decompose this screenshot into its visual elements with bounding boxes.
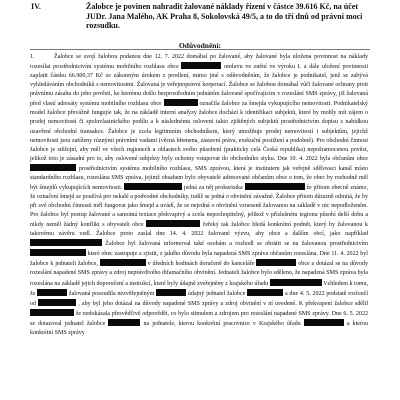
text-segment: a kterou konkrétní SMS zprávy xyxy=(30,320,369,336)
redaction-bar xyxy=(164,99,198,106)
verdict-number: IV. xyxy=(31,2,41,11)
verdict-text: Žalobce je povinen nahradit žalované náklady řízení v částce 39.616 Kč, na účet JUDr. Jana Malého, AK Praha 8, Sokolovská 49/5, a to do tří dnů od právní moci rozsudku. xyxy=(86,2,363,31)
text-segment: žalovaná posoudila nezvěřejněným xyxy=(68,290,155,297)
redaction-bar xyxy=(38,299,76,306)
redaction-bar xyxy=(304,319,344,326)
text-segment: Vzhledem k tomu, že xyxy=(30,280,368,297)
paragraph-text xyxy=(30,53,368,338)
paragraph-number: 1. xyxy=(30,54,35,60)
text-segment: čeřeký tak žalobce hledá konkrétní podnět, který by žalovanou k takovému závěru vedl. Žalobce proto zaslal dne 14. 4. 2022 žalované výzvu, aby obce a dalším obcí, jako například xyxy=(30,222,368,238)
heading-divider xyxy=(30,49,370,50)
redaction-bar xyxy=(37,289,67,296)
text-segment: , aby byl jeho dotázal na důvody napadené SMS zprávy a zdroj obvinění v ní uvedené. K překvapení žalobce sdělil xyxy=(78,300,369,307)
redaction-bar xyxy=(30,164,76,171)
redaction-bar xyxy=(247,289,283,296)
redaction-bar xyxy=(30,239,102,246)
section-heading: Odůvodnění: xyxy=(178,41,222,50)
redaction-bar xyxy=(146,220,200,227)
text-segment: obce a dotázal se na důvody rozeslání napadené SMS zprávy a zdroj neprávdivého difamačního obvinění. Jednateli žalobce bylo sděleno, že napadená SMS zpráva byla rozeslána na základě jejich doporučení a instrukcí, které byly údajně zveřejněny z krajského úřadu xyxy=(30,261,368,287)
reasoning-body xyxy=(30,53,368,338)
text-segment: že nedokázala přesvědčivě odpovědět, co bylo stimulem a zdrojem pro rozeslání napadené SMS zprávy. Dne 6. 5. 2022 se dotazoval jednatel žalobce xyxy=(30,310,368,327)
text-segment: Žalobce byl žalovaná informoval také osobám a rozhodl se obrátit se na žalovanou prostřednictvím xyxy=(105,241,368,248)
text-segment: Žalobce se svojí žalobou podanou dne 12. 7. 2022 domáhal po žalované, aby žalované byla uložena povinnost na náklady rozesílat prostřednictvím systému mobilního rozhlasu obce xyxy=(30,54,368,71)
redaction-bar xyxy=(124,183,182,190)
redaction-bar xyxy=(270,279,322,286)
redaction-bar xyxy=(156,289,186,296)
text-segment: jedná za něj prokuristka xyxy=(183,184,243,191)
redaction-bar xyxy=(245,183,305,190)
text-segment: v úředních hodinách doručeně do kanceláře xyxy=(147,261,255,268)
text-segment: omluvu ve znění ve výroku I. a dále uložení povinnosti zaplatit částku 66.900,37 Kč ze zákonným úrokem z prodlení, mimo jiné s odůvodněním, že žalobce je podnikatel, jenž se zabývá vyhledáváním obchodníků s nemovitostmi. Žalovaná je veřejnoprávní korporací. Žalobce se žalobou domáhal vůči žalované ochrany proti právnímu zásahu do jeho pověsti, ke kterému došlo bezprostředním jednáním žalované spočívajícím v rozeslání SMS zprávy, již žalovaná před vlastí adresáty systému mobilního rozhlasu obce xyxy=(30,64,368,108)
redaction-bar xyxy=(181,62,221,69)
text-segment: prostřednictvím systému mobilního rozhlasu, SMS zprávou, která je institutem jak veřejně sdělovaci kanál místo standardního rozhlasu, rozeslána SMS zpráva, jejímž obsahem bylo obyvatelé adresované občanům obce o tom, že obec by rozhodně měl být šmejdů vykupujících nemovitosti. xyxy=(30,165,368,191)
redaction-bar xyxy=(30,309,74,316)
text-segment: označila žalobce za šmejda vykupujícího nemovitosti. Podnikatelský model žalobce převážně fungujíe tak, že na základě interní analýzy žalobce dochází k identifikaci subjektů, které by mohly mít zájem o prodej nemovitostí či spoluvlastnického podílu a k následnému oslovení takto zjištěných subjektů prostřednictvím dopisu s nabídkou uzavření obchodní transakce. Žalobce je zcela legitimním obchodníkem, který umožňuje prodej nemovitostí i subjektům, jejichž nemovitosti jsou zatíženy různými právními vadami (věcná břemena, zástavní práva, exekuční postižení a podobně). Pro obchodní činnost žalobce je stěžejní, aby měl ve všech regionech a oblastech svého působení (prakticky celá Česká republika) nepošramocenou pověst, jelikož toto je zásadní pro to, aby oslovené subjekty byly ochotny vstupovat do obchodního styku. Dne 10. 4. 2022 byla občanům obce xyxy=(30,101,369,162)
redaction-bar xyxy=(30,249,86,256)
redaction-bar xyxy=(100,259,146,266)
text-segment: a dne 4. 5. 2022 podstatě rozloučí od xyxy=(30,290,369,307)
text-segment: které obec zastupuje a zjistit, z jakého důvodu byla napadená SMS zpráva občanům rozeslána. Dne 11. 4. 2022 byl žalobce k jednateli žalobce, xyxy=(30,251,368,268)
text-segment: že přitom obecně známo, že označení šmejd se používá pro nekalé a podvodné obchodníky, tudíž se jedná o obvinění závažné. Žalobce přitom důrazně odmítá, že by při své obchodní činnosti měl fungovat jako šmejd a uvádí, že se nejedná o obvinění vzneseně žalovanou na základě v nic nepodloženém. Pro žalobce byl postup žalované a samotná textace překvapivý a zcela nepochopitelný, jelikož v příslušném tegionu působí delší dobu a nikdy neměl žádný konflikt s obyvateli obce xyxy=(30,184,369,229)
text-segment: údajný jednatel žalobce xyxy=(187,290,246,297)
redaction-bar xyxy=(256,259,296,266)
redaction-bar xyxy=(108,319,140,326)
text-segment: na jednatele, kterou konkrétní pracovnice v Krajského úřadu xyxy=(143,320,301,327)
